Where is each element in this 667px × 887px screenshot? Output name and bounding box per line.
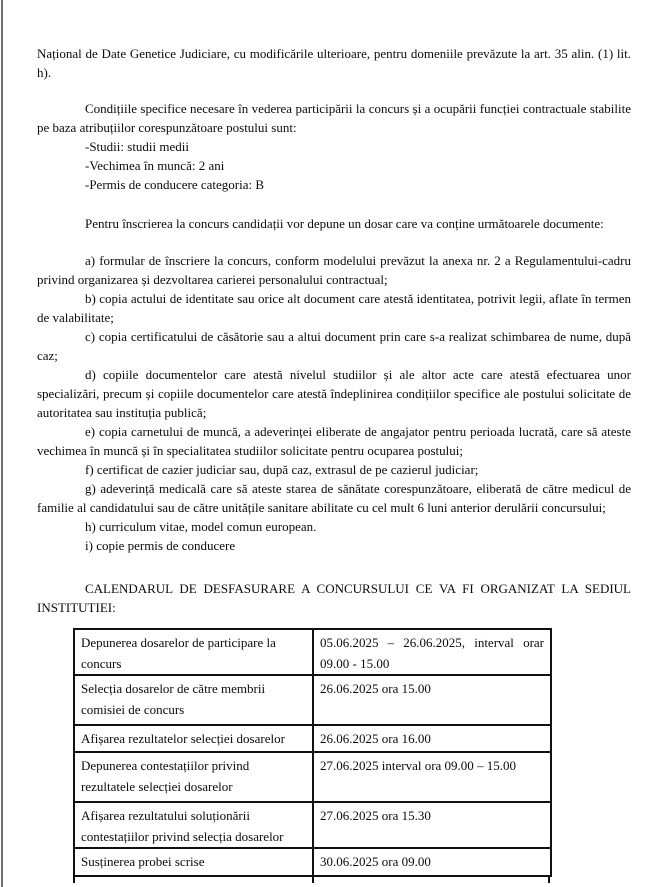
dossier-item-i: i) copie permis de conducere [85,538,236,553]
table-row [74,725,551,752]
dossier-item-f: f) certificat de cazier judiciar sau, după caz, extrasul de pe cazierul judiciar; [85,462,479,477]
dossier-item-e: e) copia carnetului de muncă, a adeverinței eliberate de angajator pentru perioada lucrată, care să ateste vechimea în muncă și în specialitatea studiilor solicitate pentru ocuparea postului; [37,424,631,458]
condition-item: -Studii: studii medii [85,139,190,154]
dossier-item-h: h) curriculum vitae, model comun european. [85,519,317,534]
table-row [74,802,551,848]
table-row [74,752,551,802]
condition-item: -Permis de conducere categoria: B [85,177,265,192]
date-cell: 27.06.2025 interval ora 09.00 – 15.00 [313,752,551,802]
table-row [74,848,551,876]
table-cutoff-line [548,877,550,883]
dossier-intro-paragraph: Pentru înscrierea la concurs candidații vor depune un dosar care va conține următoarele documente: [85,216,604,231]
activity-cell: Afișarea rezultatului soluționării contestațiilor privind selecția dosarelor [74,802,313,848]
dossier-item-b: b) copia actului de identitate sau orice alt document care atestă identitatea, potrivit legii, aflate în termen de valabilitate; [37,291,631,325]
dossier-documents-list [37,251,631,555]
scan-edge-line [1,0,3,887]
table-cutoff-line [73,877,75,883]
date-cell: 26.06.2025 ora 15.00 [313,675,551,725]
table-row [74,629,551,675]
dossier-item-g: g) adeverință medicală care să ateste starea de sănătate corespunzătoare, eliberată de către medicul de familie al candidatului sau de către unitățile sanitare abilitate cu cel mult 6 luni anterior derulării concursului; [37,481,631,515]
activity-cell: Depunerea contestațiilor privind rezultatele selecției dosarelor [74,752,313,802]
date-cell: 27.06.2025 ora 15.30 [313,802,551,848]
activity-cell: Afișarea rezultatelor selecției dosarelor [74,725,313,752]
dossier-item-a: a) formular de înscriere la concurs, conform modelului prevăzut la anexa nr. 2 a Regulamentului-cadru privind organizarea și dezvoltarea carierei personalului contractual; [37,253,631,287]
table-cutoff-row [73,877,550,883]
calendar-heading: CALENDARUL DE DESFASURARE A CONCURSULUI CE VA FI ORGANIZAT LA SEDIUL INSTITUTIEI: [37,581,631,615]
activity-cell: Depunerea dosarelor de participare la concurs [74,629,313,675]
conditions-list [85,137,631,194]
condition-item: -Vechimea în muncă: 2 ani [85,158,225,173]
dossier-item-d: d) copiile documentelor care atestă nivelul studiilor și ale altor acte care atestă efectuarea unor specializări, precum și copiile documentelor care atestă îndeplinirea condițiilor specifice ale postului solicitate de autoritatea sau instituția publică; [37,367,631,420]
calendar-table [73,628,552,877]
date-cell: 05.06.2025 – 26.06.2025, interval orar 09.00 - 15.00 [313,629,551,675]
table-cutoff-line [312,877,314,883]
intro-paragraph: Național de Date Genetice Judiciare, cu modificările ulterioare, pentru domeniile prevăzute la art. 35 alin. (1) lit. h). [37,46,631,80]
date-cell: 26.06.2025 ora 16.00 [313,725,551,752]
date-cell: 30.06.2025 ora 09.00 [313,848,551,876]
activity-cell: Susținerea probei scrise [74,848,313,876]
activity-cell: Selecția dosarelor de către membrii comisiei de concurs [74,675,313,725]
dossier-item-c: c) copia certificatului de căsătorie sau a altui document prin care s-a realizat schimbarea de nume, după caz; [37,329,631,363]
conditions-paragraph: Condițiile specifice necesare în vederea participării la concurs și a ocupării funcției contractuale stabilite pe baza atribuțiilor corespunzătoare postului sunt: [37,101,631,135]
table-row [74,675,551,725]
